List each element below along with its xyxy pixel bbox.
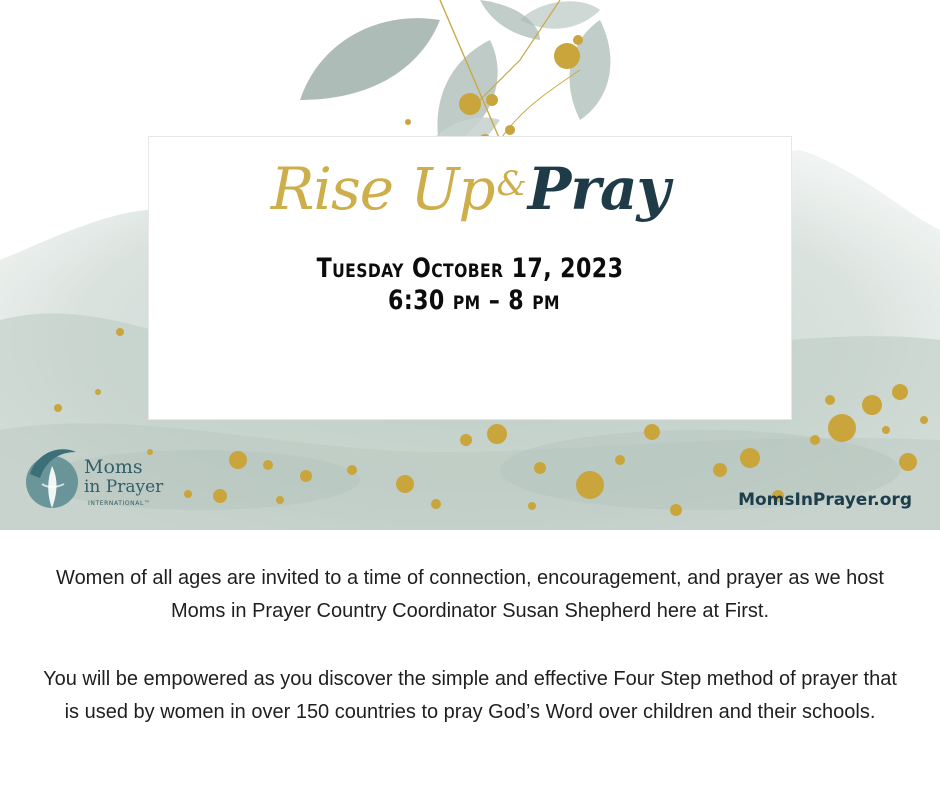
event-title	[149, 155, 791, 223]
event-date: Tuesday October 17, 2023	[316, 253, 624, 284]
description-paragraph-2: You will be empowered as you discover the simple and effective Four Step method of prayer that is used by women in over 150 countries to pray God’s Word over children and their schools.	[43, 668, 897, 723]
praying-hands-globe-icon	[18, 444, 84, 516]
title-part-pray: Pray	[527, 155, 670, 223]
description-paragraph-1: Women of all ages are invited to a time of connection, encouragement, and prayer as we host Moms in Prayer Country Coordinator Susan Shepherd here at First.	[56, 567, 884, 622]
title-ampersand: &	[496, 164, 526, 204]
event-time: 6:30 pm – 8 pm	[388, 285, 560, 316]
logo-text-in-prayer: in Prayer	[84, 477, 164, 497]
event-card	[148, 136, 792, 420]
logo-text-international: INTERNATIONAL™	[88, 500, 151, 507]
logo-text-moms: Moms	[84, 456, 143, 478]
moms-in-prayer-logo	[18, 444, 168, 516]
website-link[interactable]: MomsInPrayer.org	[738, 490, 912, 510]
title-part-rise-up: Rise Up	[270, 155, 495, 223]
